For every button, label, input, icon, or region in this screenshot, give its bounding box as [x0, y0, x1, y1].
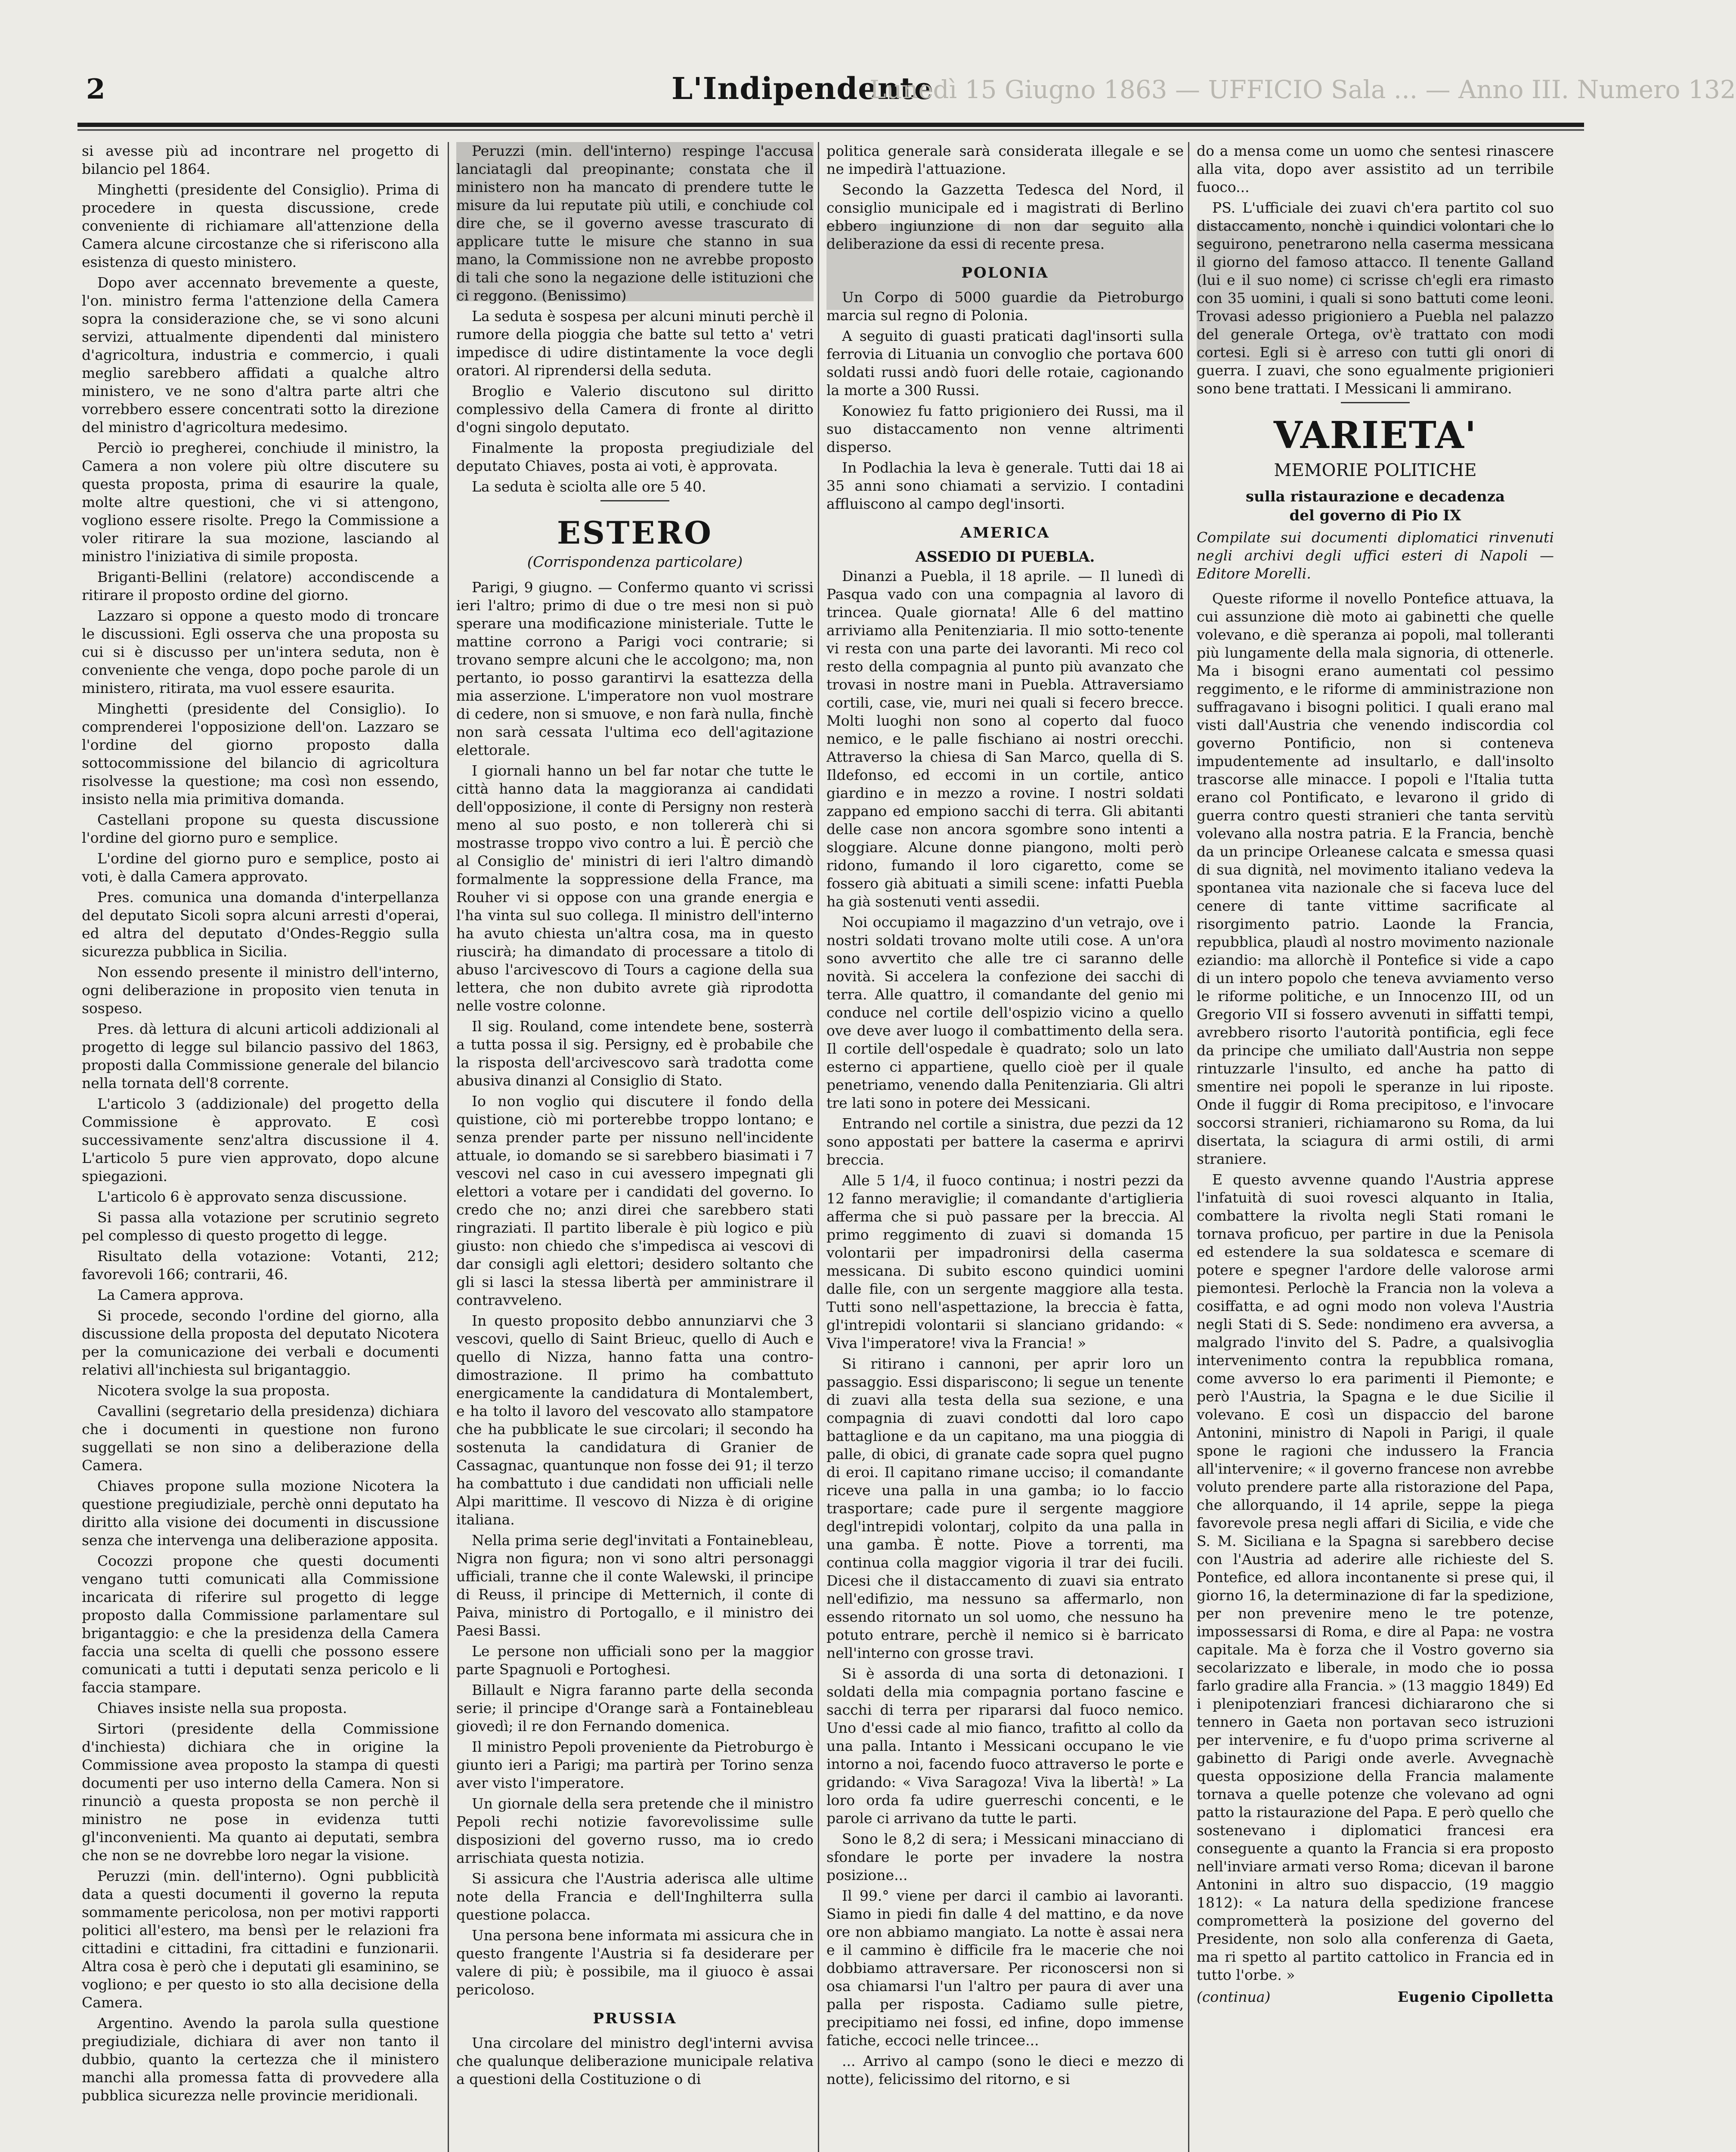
paragraph: Cavallini (segretario della presidenza) dichiara che i documenti in questione non furono suggellati se non sino a deliberazione della Camera. — [82, 1403, 439, 1474]
paragraph: PS. L'ufficiale dei zuavi ch'era partito col suo distaccamento, nonchè i quindici volontari che lo seguirono, penetrarono nella caserma messicana il giorno del famoso attacco. Il tenente Galland (lui e il suo nome) ci scrisse ch'egli era rimasto con 35 uomini, i quali si sono battuti come leoni. Trovasi adesso prigioniero a Puebla nel palazzo del generale Ortega, ov'è trattato con modi cortesi. Egli si è arreso con tutti gli onori di guerra. I zuavi, che sono egualmente prigionieri sono bene trattati. I Messicani li ammirano. — [1197, 199, 1554, 397]
paragraph: Secondo la Gazzetta Tedesca del Nord, il consiglio municipale ed i magistrati di Berlino ebbero ingiunzione di non dar seguito alla deliberazione da essi di recente presa. — [826, 181, 1184, 252]
paragraph: Peruzzi (min. dell'interno) respinge l'accusa lanciatagli dal preopinante; constata che il ministero non ha mancato di prendere tutte le misure da lui reputate più utili, e conchiude col dire che, se il governo avesse trascurato di applicare tutte le misure che stanno in sua mano, la Commissione non ne avrebbe proposto di tali che sono la negazione delle istituzioni che ci reggono. (Benissimo) — [456, 142, 814, 304]
paragraph: Il sig. Rouland, come intendete bene, sosterrà a tutta possa il sig. Persigny, ed è probabile che la risposta dell'arcivescovo sarà tradotta come abusiva dinanzi al Consiglio di Stato. — [456, 1018, 814, 1089]
paragraph: Nicotera svolge la sua proposta. — [97, 1382, 330, 1399]
paragraph: Parigi, 9 giugno. — Confermo quanto vi scrissi ieri l'altro; primo di due o tre mesi non si può sperare una modificazione ministeriale. Tutte le mattine corrono a Parigi voci contrarie; si trovano sempre alcuni che le accolgono; ma, non pertanto, io posso garantirvi la esattezza della mia asserzione. L'imperatore non vuol mostrare di cedere, non si smuove, e non farà nulla, finchè non sarà cessata l'ultima eco dell'agitazione elettorale. — [456, 579, 814, 758]
paragraph: do a mensa come un uomo che sentesi rinascere alla vita, dopo aver assistito ad un terribile fuoco... — [1197, 142, 1554, 195]
paragraph: L'ordine del giorno puro e semplice, posto ai voti, è dalla Camera approvato. — [82, 850, 439, 885]
section-subheading: ASSEDIO DI PUEBLA. — [915, 548, 1095, 566]
header-rule — [77, 123, 1584, 127]
paragraph: Dinanzi a Puebla, il 18 aprile. — Il lunedì di Pasqua vado con una compagnia al lavoro di trincea. Quale giornata! Alle 6 del mattino arriviamo alla Penitenziaria. Il mio sotto-tenente vi resta con una parte dei lavoranti. Mi reco col resto della compagnia al punto più avanzato che trovasi in nostre mani in Puebla. Attraversiamo cortili, case, vie, muri nei quali si fecero brecce. Molti luoghi non sono al coperto dal fuoco nemico, e le palle fischiano ai nostri orecchi. Attraverso la chiesa di San Marco, quella di S. Ildefonso, ed eccomi in un cortile, antico giardino e in mezzo a rovine. I nostri soldati zappano ed empiono sacchi di terra. Gli abitanti delle case non ancora sgombre sono intenti a sloggiare. Alcune donne piangono, molti però ridono, fumando il loro cigaretto, come se fossero già abituati a simili scene: infatti Puebla ha già sostenuti venti assedii. — [826, 568, 1184, 910]
column-3 — [826, 142, 1184, 2152]
paragraph: Alle 5 1/4, il fuoco continua; i nostri pezzi da 12 fanno meraviglie; il comandante d'artiglieria afferma che si può passare per la breccia. Al primo reggimento di zuavi si domanda 15 volontarii per impadronirsi della caserma messicana. Di subito escono quindici uomini dalle file, con un sergente maggiore alla testa. Tutti sono nell'aspettazione, la breccia è fatta, gl'intrepidi volontarii si slanciano gridando: « Viva l'imperatore! viva la Francia! » — [826, 1172, 1184, 1351]
paragraph: Perciò io pregherei, conchiude il ministro, la Camera a non volere più oltre discutere su questa proposta, prima di esaurire la quale, molte altre questioni, che vi si attengono, vogliono essere risolte. Prego la Commissione a voler ritirare la sua mozione, lasciando al ministro l'iniziativa di simile proposta. — [82, 439, 439, 565]
paragraph: Konowiez fu fatto prigioniero dei Russi, ma il suo distaccamento non venne altrimenti disperso. — [826, 402, 1184, 455]
paragraph: Noi occupiamo il magazzino d'un vetrajo, ove i nostri soldati trovano molte utili cose. A un'ora sono avvertito che alle tre ci saranno delle novità. Si accelera la confezione dei sacchi di terra. Alle quattro, il comandante del genio mi conduce nel cortile dell'ospizio vicino a quello ove deve aver luogo il combattimento della sera. Il cortile dell'ospedale è quadrato; solo un lato esterno ci appartiene, quello cioè per il quale penetriamo, venendo dalla Penitenziaria. Gli altri tre lati sono in potere dei Messicani. — [826, 914, 1184, 1111]
paragraph: Finalmente la proposta pregiudiziale del deputato Chiaves, posta ai voti, è approvata. — [456, 439, 814, 474]
column-rule — [448, 142, 449, 2152]
paragraph: Risultato della votazione: Votanti, 212; favorevoli 166; contrarii, 46. — [82, 1248, 439, 1283]
header-rule-thin — [77, 129, 1584, 131]
paragraph: Si è assorda di una sorta di detonazioni. I soldati della mia compagnia portano fascine e sacchi di terra per ripararsi dal fuoco nemico. Uno d'essi cade al mio fianco, trafitto al collo da una palla. Intanto i Messicani occupano le vie intorno a noi, facendo fuoco attraverso le porte e gridando: « Viva Saragoza! Viva la libertà! » La loro orda fa udire guerreschi concenti, e le parole ci arrivano da tutte le parti. — [826, 1665, 1184, 1827]
paragraph: Lazzaro si oppone a questo modo di troncare le discussioni. Egli osserva che una proposta su cui si è discusso per un'intera seduta, non è conveniente che venga, dopo poche parole di un ministero, ritirata, ma vuol essere esaurita. — [82, 607, 439, 696]
section-divider — [1341, 402, 1410, 403]
paragraph: Si ritirano i cannoni, per aprir loro un passaggio. Essi dispariscono; li segue un tenente di zuavi alla testa della sua sezione, e una compagnia di zuavi condotti dal loro capo battaglione e da un capitano, ma una pioggia di palle, di obici, di granate cade sopra quel pugno di eroi. Il capitano rimane ucciso; il comandante riceve una palla in una gamba; io lo faccio trasportare; cade pure il sergente maggiore degl'intrepidi volontarj, colpito da una palla in una gamba. È notte. Piove a torrenti, ma continua colla maggior vigoria il trar dei fucili. Dicesi che il distaccamento di zuavi sia entrato nell'edifizio, ma nessuno sa affermarlo, non essendo ritornato un sol uomo, che nessuno ha potuto entrare, perchè il nemico si è barricato nell'interno con grosse travi. — [826, 1355, 1184, 1661]
paragraph: Una circolare del ministro degl'interni avvisa che qualunque deliberazione municipale relativa a questioni della Costituzione o di — [456, 2035, 814, 2087]
author-name: Eugenio Cipolletta — [1397, 1988, 1554, 2005]
paragraph: E questo avvenne quando l'Austria apprese l'infatuità di suoi rovesci alquanto in Italia, combattere la rivolta negli Stati romani le tornava proficuo, per partire in due la Penisola ed estendere la sua soldatesca e scemare di potere e spegner l'ardore delle valorose armi piemontesi. Perlochè la Francia non la voleva a cosiffatta, e ad ogni modo non voleva l'Austria negli Stati di S. Sede: nondimeno era avversa, a malgrado l'invito del S. Padre, a qualsivoglia intervenimento contra la repubblica romana, come avverso lo era parimenti il Piemonte; e però l'Austria, la Spagna e le due Sicilie il volevano. E così un dispaccio del barone Antonini, ministro di Napoli in Parigi, il quale spone le ragioni che indussero la Francia all'intervenire; « il governo francese non avrebbe voluto prendere parte alla ristorazione del Papa, che allorquando, il 14 aprile, seppe la piega favorevole presa negli affari di Sicilia, e vide che S. M. Siciliana e la Spagna si sarebbero decise con l'Austria ad aderire alle richieste del S. Pontefice, ed allora incontanente si prese qui, il giorno 16, la determinazione di far la spedizione, per non prevenire meno le tre potenze, impossessarsi di Roma, e dire al Papa: ne vostra capitale. Ma è forza che il Vostro governo sia secolarizzato e liberale, in modo che io possa farlo gradire alla Francia. » (13 maggio 1849) Ed i plenipotenziari francesi dichiararono che si tennero in Gaeta non portavan seco istruzioni per intervenire, e fu d'uopo prima scriverne al gabinetto di Parigi onde averle. Avvegnachè questa opposizione della Francia malamente tornava a quelle potenze che volevano ad ogni patto la ristaurazione del Papa. E però quello che sostenevano i diplomatici francesi era conseguente a quanto la Francia si era proposto nell'inviare armati verso Roma; dicevan il barone Antonini in altro suo dispaccio, (19 maggio 1812): « La natura della spedizione francese comprometterà la posizione del governo del Presidente, non solo alla conferenza di Gaeta, ma ri spetto al partito cattolico in Francia ed in tutto l'orbe. » — [1197, 1171, 1554, 1983]
paragraph: Billault e Nigra faranno parte della seconda serie; il principe d'Orange sarà a Fontainebleau giovedì; il re don Fernando domenica. — [456, 1682, 814, 1735]
paragraph: Queste riforme il novello Pontefice attuava, la cui assunzione diè moto ai gabinetti che quelle volevano, e diè speranza ai popoli, mal tolleranti più lungamente della mala signoria, di ottenerle. Ma i bisogni erano aumentati col pessimo reggimento, e le riforme di amministrazione non suffragavano i bisogni politici. I quali erano mal visti dall'Austria che venendo indiscordia col governo Pontificio, non si conteneva impudentemente ad insultarlo, e dall'insolto trascorse alle minacce. I popoli e l'Italia tutta erano col Pontificato, e levarono il grido di guerra contro questi stranieri che tanta servitù volevano alla nostra patria. E la Francia, benchè da un principe Orleanese calcata e smessa quasi di sua dignità, nel movimento italiano vedeva la spontanea vita nazionale che si faceva luce del cenere di tante vittime sacrificate al risorgimento patrio. Laonde la Francia, repubblica, plaudì al nostro movimento nazionale eziandio: ma allorchè il Pontefice si vide a capo di un intero popolo che teneva avviamento verso le riforme politiche, e un Innocenzo III, od un Gregorio VII si fossero avvenuti in siffatti tempi, avrebbero risorto l'autorità pontificia, egli fece da principe che umiliato dall'Austria non seppe rintuzzarle l'insulto, ed anche ha patto di smentire nei popoli le speranze in lui riposte. Onde il fuggir di Roma precipitoso, e l'invocare soccorsi stranieri, richiamarono su Roma, da lui disertata, la sciagura di armi ostili, di armi straniere. — [1197, 590, 1554, 1167]
paragraph: Minghetti (presidente del Consiglio). Prima di procedere in questa discussione, crede conveniente di richiamare all'attenzione della Camera alcune circostanze che si riferiscono alla esistenza di questo ministero. — [82, 181, 439, 270]
paragraph: Un giornale della sera pretende che il ministro Pepoli rechi notizie favorevolissime sulle disposizioni del governo russo, ma io credo arrischiata questa notizia. — [456, 1795, 814, 1866]
section-divider — [600, 500, 669, 501]
paragraph: Entrando nel cortile a sinistra, due pezzi da 12 sono appostati per battere la caserma e aprirvi breccia. — [826, 1115, 1184, 1168]
paragraph: Io non voglio qui discutere il fondo della quistione, ciò mi porterebbe troppo lontano; e senza prender parte per nissuno nell'incidente attuale, io domando se si sarebbero biasimati i 7 vescovi nel caso in cui avessero impegnati gli elettori a votare per i candidati del governo. Io credo che no; anzi direi che sarebbero stati ringraziati. Il partito liberale è più logico e più giusto: non chiedo che s'impedisca ai vescovi di dar consigli agli elettori; desidero soltanto che gli si lasci la stessa libertà per amministrare il contravveleno. — [456, 1093, 814, 1308]
paragraph: Si passa alla votazione per scrutinio segreto pel complesso di questo progetto di legge. — [82, 1209, 439, 1244]
paragraph: Si assicura che l'Austria aderisca alle ultime note della Francia e dell'Inghilterra sulla questione polacca. — [456, 1870, 814, 1923]
paragraph: Minghetti (presidente del Consiglio). Io comprenderei l'opposizione dell'on. Lazzaro se l'ordine del giorno proposto dalla sottocommissione del bilancio di agricoltura risolvesse la questione; ma così non essendo, insisto nella mia primitiva domanda. — [82, 700, 439, 807]
paragraph: Si procede, secondo l'ordine del giorno, alla discussione della proposta del deputato Nicotera per la comunicazione dei verbali e documenti relativi all'inchiesta sul brigantaggio. — [82, 1307, 439, 1378]
paragraph: ... Arrivo al campo (sono le dieci e mezzo di notte), felicissimo del ritorno, e si — [826, 2053, 1184, 2087]
paragraph: politica generale sarà considerata illegale e se ne impedirà l'attuazione. — [826, 142, 1184, 177]
bleed-through-text: Lunedì 15 Giugno 1863 — UFFICIO Sala ... — Anno III. Numero 132 — [870, 75, 1736, 104]
column-1 — [82, 142, 439, 2152]
paragraph: In questo proposito debbo annunziarvi che 3 vescovi, quello di Saint Brieuc, quello di Auch e quello di Nizza, hanno fatta una contro-dimostrazione. Il primo ha combattuto energicamente la candidatura di Montalembert, e ha tolto il lavoro del vescovato allo stampatore che ha pubblicate le sue circolari; il secondo ha sostenuta la candidatura di Granier de Cassagnac, quantunque non fosse dei 91; il terzo ha combattuto i due candidati non ufficiali nelle Alpi marittime. Il vescovo di Nizza è di origine italiana. — [456, 1312, 814, 1528]
column-4 — [1197, 142, 1554, 2152]
column-rule — [1188, 142, 1189, 2152]
paragraph: Le persone non ufficiali sono per la maggior parte Spagnuoli e Portoghesi. — [456, 1643, 814, 1678]
paragraph: Pres. comunica una domanda d'interpellanza del deputato Sicoli sopra alcuni arresti d'operai, ed altra del deputato d'Ondes-Reggio sulla sicurezza pubblica in Sicilia. — [82, 889, 439, 960]
paragraph: Non essendo presente il ministro dell'interno, ogni deliberazione in proposito vien tenuta in sospeso. — [82, 964, 439, 1017]
paragraph: La seduta è sciolta alle ore 5 40. — [472, 478, 706, 495]
column-2 — [456, 142, 814, 2152]
paragraph: Sono le 8,2 di sera; i Messicani minacciano di sfondare le porte per invadere la nostra posizione... — [826, 1830, 1184, 1883]
column-rule — [818, 142, 819, 2152]
article-signature — [1197, 1988, 1554, 2005]
paragraph: si avesse più ad incontrare nel progetto di bilancio pel 1864. — [82, 142, 439, 177]
paragraph: L'articolo 3 (addizionale) del progetto della Commissione è approvato. E così successivamente senz'altra discussione il 4. L'articolo 5 pure vien approvato, dopo alcune spiegazioni. — [82, 1095, 439, 1184]
paragraph: Chiaves insiste nella sua proposta. — [97, 1700, 347, 1716]
paragraph: Chiaves propone sulla mozione Nicotera la questione pregiudiziale, perchè onni deputato ha diritto alla visione dei documenti in discussione senza che intervenga una deliberazione apposita. — [82, 1478, 439, 1549]
feature-title: MEMORIE POLITICHE — [1274, 461, 1477, 480]
paragraph: Dopo aver accennato brevemente a queste, l'on. ministro ferma l'attenzione della Camera sopra la considerazione che, se vi sono alcuni servizi, attualmente dipendenti dal ministero d'agricoltura, industria e commercio, i quali meglio sarebbero affidati a qualche altro ministero, ve ne sono d'altra parte altri che vorrebbero essere concentrati sotto la direzione del ministro d'agricoltura medesimo. — [82, 274, 439, 436]
paragraph: Il ministro Pepoli proveniente da Pietroburgo è giunto ieri a Parigi; ma partirà per Torino senza aver visto l'imperatore. — [456, 1738, 814, 1791]
newspaper-title: L'Indipendente — [672, 71, 934, 106]
paragraph: I giornali hanno un bel far notar che tutte le città hanno data la maggioranza ai candidati dell'opposizione, il conte di Persigny non resterà meno al suo posto, e non tollererà chi si mostrasse troppo vivo contro a lui. È perciò che al Consiglio de' ministri di ieri l'altro dimandò formalmente la soppressione della France, ma Rouher vi si oppose con una grande energia e l'ha vinta sul suo collega. Il ministro dell'interno ha avuto chiesta un'altra cosa, ma in questo riuscirà; ha dimandato di processare a titolo di abuso l'arcivescovo di Tours a cagione della sua lettera, che non dubito avrete già riprodotta nelle vostre colonne. — [456, 762, 814, 1014]
continua-note: (continua) — [1197, 1988, 1271, 2005]
paragraph: Pres. dà lettura di alcuni articoli addizionali al progetto di legge sul bilancio passivo del 1863, proposti dalla Commissione generale del bilancio nella tornata dell'8 corrente. — [82, 1020, 439, 1091]
paragraph: In Podlachia la leva è generale. Tutti dai 18 ai 35 anni sono chiamati a servizio. I contadini affluiscono al campo degl'insorti. — [826, 459, 1184, 512]
masthead — [77, 65, 1736, 116]
feature-subtitle: del governo di Pio IX — [1289, 507, 1461, 524]
section-heading-varieta: VARIETA' — [1273, 414, 1477, 457]
section-heading-polonia: POLONIA — [961, 264, 1049, 281]
section-heading-prussia: PRUSSIA — [593, 2010, 677, 2027]
paragraph: La Camera approva. — [97, 1286, 244, 1303]
paragraph: Cocozzi propone che questi documenti vengano tutti comunicati alla Commissione incaricata di riferire sul progetto di legge proposto dalla Commissione parlamentare sul brigantaggio: e che la presidenza della Camera faccia una scelta di quelli che possono essere comunicati a tutti i deputati senza pericolo e li faccia stampare. — [82, 1552, 439, 1696]
paragraph: Argentino. Avendo la parola sulla questione pregiudiziale, dichiara di aver non tanto il dubbio, quanto la certezza che il ministero manchi alla promessa fatta di provvedere alla pubblica sicurezza nelle provincie meridionali. — [82, 2015, 439, 2104]
paragraph: L'articolo 6 è approvato senza discussione. — [97, 1188, 407, 1205]
paragraph: Peruzzi (min. dell'interno). Ogni pubblicità data a questi documenti il governo la reputa sommamente pericolosa, non per motivi rapporti politici all'estero, ma bensì per le relazioni fra cittadini e cittadini, fra cittadini e funzionarii. Altra cosa è però che i deputati gli esaminino, se vogliono; e per questo io sto alla decisione della Camera. — [82, 1868, 439, 2011]
paragraph: Castellani propone su questa discussione l'ordine del giorno puro e semplice. — [82, 811, 439, 846]
paragraph: A seguito di guasti praticati dagl'insorti sulla ferrovia di Lituania un convoglio che portava 600 soldati russi andò fuori delle rotaie, cagionando la morte a 300 Russi. — [826, 328, 1184, 399]
section-heading-america: AMERICA — [960, 524, 1050, 541]
paragraph: Broglio e Valerio discutono sul diritto complessivo della Camera di fronte al diritto d'ogni singolo deputato. — [456, 383, 814, 436]
paragraph: Nella prima serie degl'invitati a Fontainebleau, Nigra non figura; non vi sono altri personaggi ufficiali, tranne che il conte Walewski, il principe di Reuss, il principe di Metternich, il conte di Paiva, ministro di Portogallo, e il ministro dei Paesi Bassi. — [456, 1532, 814, 1639]
page-number: 2 — [86, 73, 105, 105]
paragraph: Il 99.° viene per darci il cambio ai lavoranti. Siamo in piedi fin dalle 4 del mattino, e da nove ore non abbiamo mangiato. La notte è assai nera e il cammino è difficile fra le macerie che noi dobbiamo attraversare. Per riconoscersi non si osa chiamarsi l'un l'altro per paura di aver una palla per risposta. Cadiamo sulle pietre, precipitiamo nei fossi, ed infine, dopo immense fatiche, eccoci nelle trincee... — [826, 1887, 1184, 2049]
section-heading-estero: ESTERO — [557, 514, 713, 551]
paragraph: Sirtori (presidente della Commissione d'inchiesta) dichiara che in origine la Commissione avea proposto la stampa di questi documenti per uso interno della Camera. Non si rinunciò a questa proposta se non perchè il ministro ne pose in evidenza tutti gl'inconvenienti. Ma quanto ai deputati, sembra che non se ne dovrebbe loro negar la visione. — [82, 1720, 439, 1864]
paragraph: Una persona bene informata mi assicura che in questo frangente l'Austria si fa desiderare per valere di più; è possibile, ma il giuoco è assai pericoloso. — [456, 1927, 814, 1998]
paragraph: Briganti-Bellini (relatore) accondiscende a ritirare il proposto ordine del giorno. — [82, 569, 439, 603]
feature-subtitle: sulla ristaurazione e decadenza — [1245, 488, 1505, 505]
paragraph: La seduta è sospesa per alcuni minuti perchè il rumore della pioggia che batte sul tetto a' vetri impedisce di udire distintamente la voce degli oratori. Al riprendersi della seduta. — [456, 308, 814, 379]
paragraph: Un Corpo di 5000 guardie da Pietroburgo marcia sul regno di Polonia. — [826, 289, 1184, 324]
feature-description: Compilate sui documenti diplomatici rinvenuti negli archivi degli uffici esteri di Napoli — Editore Morelli. — [1197, 529, 1554, 582]
section-subheading: (Corrispondenza particolare) — [527, 553, 743, 571]
